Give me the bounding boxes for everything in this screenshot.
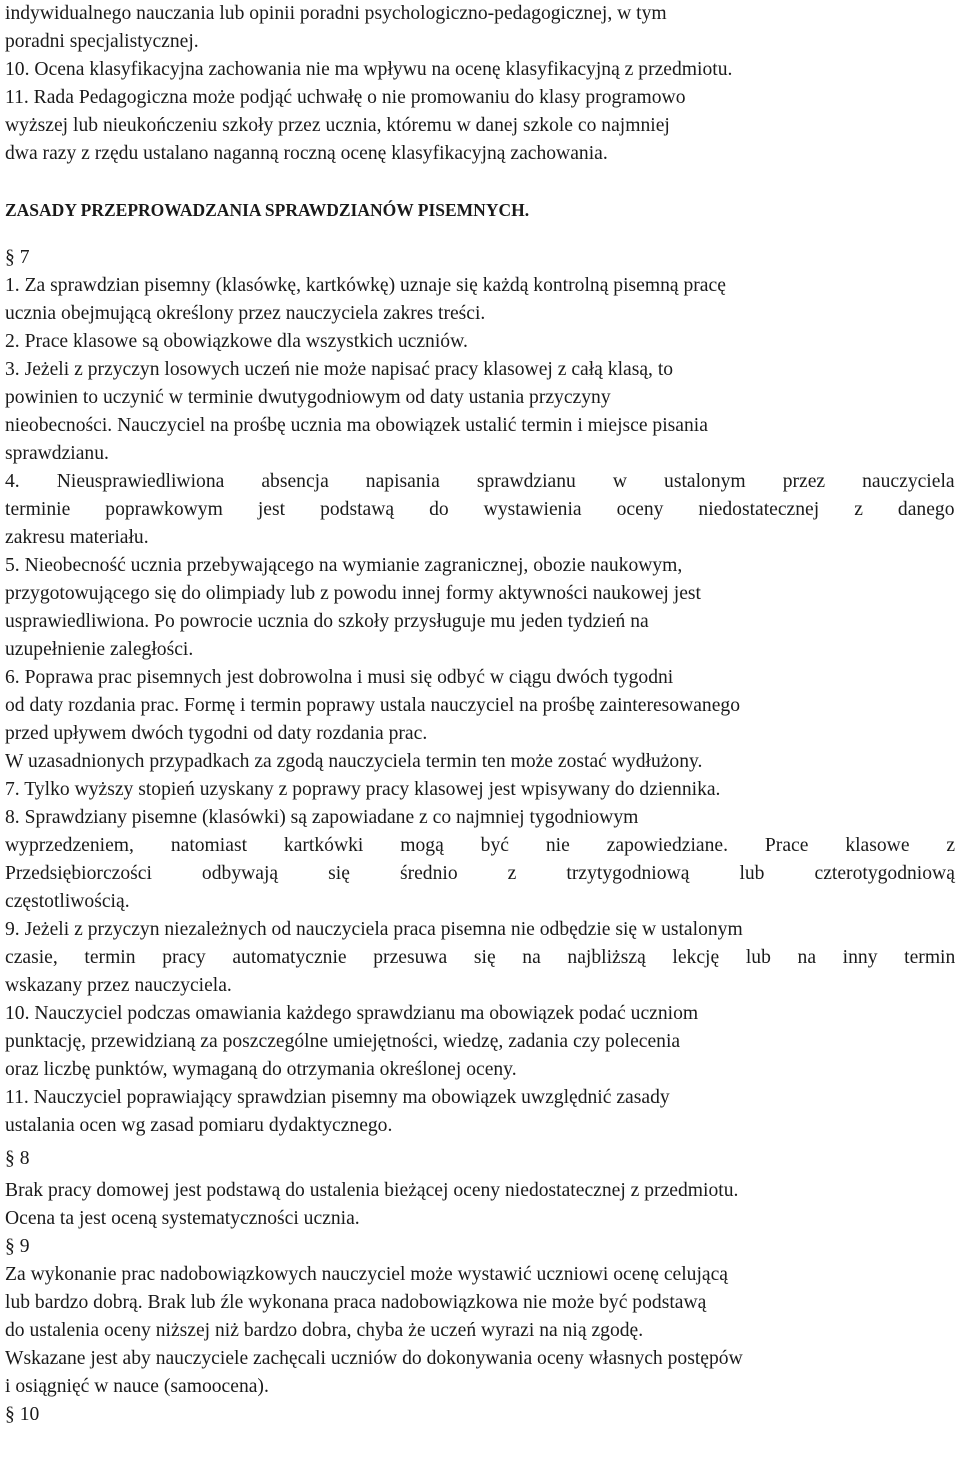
text-line: wyższej lub nieukończeniu szkoły przez ucznia, któremu w danej szkole co najmniej — [5, 115, 670, 136]
text-line: 8. Sprawdziany pisemne (klasówki) są zapowiadane z co najmniej tygodniowym — [5, 807, 639, 828]
text-line: 6. Poprawa prac pisemnych jest dobrowolna i musi się odbyć w ciągu dwóch tygodni — [5, 667, 674, 688]
text-line: 5. Nieobecność ucznia przebywającego na wymianie zagranicznej, obozie naukowym, — [5, 555, 683, 576]
text-line: § 10 — [5, 1404, 40, 1425]
text-line: przygotowującego się do olimpiady lub z powodu innej formy aktywności naukowej jest — [5, 583, 701, 604]
text-line: do ustalenia oceny niższej niż bardzo dobra, chyba że uczeń wyrazi na nią zgodę. — [5, 1320, 644, 1341]
text-line: 3. Jeżeli z przyczyn losowych uczeń nie może napisać pracy klasowej z całą klasą, to — [5, 359, 674, 380]
text-line: 9. Jeżeli z przyczyn niezależnych od nauczyciela praca pisemna nie odbędzie się w ustalonym — [5, 919, 743, 940]
text-line: usprawiedliwiona. Po powrocie ucznia do szkoły przysługuje mu jeden tydzień na — [5, 611, 649, 632]
text-line: Brak pracy domowej jest podstawą do ustalenia bieżącej oceny niedostatecznej z przedmiotu. — [5, 1180, 739, 1201]
text-line: ustalania ocen wg zasad pomiaru dydaktycznego. — [5, 1115, 393, 1136]
text-line: Ocena ta jest oceną systematyczności ucznia. — [5, 1208, 360, 1229]
text-line: § 8 — [5, 1148, 30, 1169]
text-line: wskazany przez nauczyciela. — [5, 975, 232, 996]
text-line: ucznia obejmującą określony przez nauczyciela zakres treści. — [5, 303, 486, 324]
text-line: terminie poprawkowym jest podstawą do wystawienia oceny niedostatecznej z danego — [5, 499, 955, 520]
text-line: Za wykonanie prac nadobowiązkowych nauczyciel może wystawić uczniowi ocenę celującą — [5, 1264, 729, 1285]
text-line: od daty rozdania prac. Formę i termin poprawy ustala nauczyciel na prośbę zainteresowanego — [5, 695, 741, 716]
text-line: przed upływem dwóch tygodni od daty rozdania prac. — [5, 723, 428, 744]
text-line: powinien to uczynić w terminie dwutygodniowym od daty ustania przyczyny — [5, 387, 611, 408]
section-heading: ZASADY PRZEPROWADZANIA SPRAWDZIANÓW PISEMNYCH. — [5, 200, 530, 220]
text-line: lub bardzo dobrą. Brak lub źle wykonana praca nadobowiązkowa nie może być podstawą — [5, 1292, 707, 1313]
text-line: 4. Nieusprawiedliwiona absencja napisania sprawdzianu w ustalonym przez nauczyciela — [5, 471, 955, 492]
text-line: częstotliwością. — [5, 891, 130, 912]
text-line: 2. Prace klasowe są obowiązkowe dla wszystkich uczniów. — [5, 331, 468, 352]
text-line: 10. Ocena klasyfikacyjna zachowania nie ma wpływu na ocenę klasyfikacyjną z przedmiotu. — [5, 59, 733, 80]
text-line: 1. Za sprawdzian pisemny (klasówkę, kartkówkę) uznaje się każdą kontrolną pisemną pracę — [5, 275, 726, 296]
text-line: W uzasadnionych przypadkach za zgodą nauczyciela termin ten może zostać wydłużony. — [5, 751, 703, 772]
text-line: oraz liczbę punktów, wymaganą do otrzymania określonej oceny. — [5, 1059, 517, 1080]
text-line: czasie, termin pracy automatycznie przesuwa się na najbliższą lekcję lub na inny termin — [5, 947, 956, 968]
text-line: § 9 — [5, 1236, 30, 1257]
text-line: sprawdzianu. — [5, 443, 109, 464]
text-line: poradni specjalistycznej. — [5, 31, 199, 52]
text-line: indywidualnego nauczania lub opinii poradni psychologiczno-pedagogicznej, w tym — [5, 3, 667, 24]
text-line: wyprzedzeniem, natomiast kartkówki mogą być nie zapowiedziane. Prace klasowe z — [5, 835, 956, 856]
text-line: Przedsiębiorczości odbywają się średnio z trzytygodniową lub czterotygodniową — [5, 863, 955, 884]
text-line: § 7 — [5, 247, 30, 268]
text-line: i osiągnięć w nauce (samoocena). — [5, 1376, 269, 1397]
text-line: nieobecności. Nauczyciel na prośbę ucznia ma obowiązek ustalić termin i miejsce pisania — [5, 415, 708, 436]
text-line: Wskazane jest aby nauczyciele zachęcali uczniów do dokonywania oceny własnych postępów — [5, 1348, 743, 1369]
text-line: zakresu materiału. — [5, 527, 149, 548]
text-line: 7. Tylko wyższy stopień uzyskany z poprawy pracy klasowej jest wpisywany do dziennika. — [5, 779, 721, 800]
text-line: dwa razy z rzędu ustalano naganną roczną ocenę klasyfikacyjną zachowania. — [5, 143, 608, 164]
text-line: 11. Nauczyciel poprawiający sprawdzian pisemny ma obowiązek uwzględnić zasady — [5, 1087, 670, 1108]
text-line: 11. Rada Pedagogiczna może podjąć uchwałę o nie promowaniu do klasy programowo — [5, 87, 686, 108]
text-line: 10. Nauczyciel podczas omawiania każdego sprawdzianu ma obowiązek podać uczniom — [5, 1003, 699, 1024]
text-line: punktację, przewidzianą za poszczególne umiejętności, wiedzę, zadania czy polecenia — [5, 1031, 681, 1052]
text-line: uzupełnienie zaległości. — [5, 639, 194, 660]
